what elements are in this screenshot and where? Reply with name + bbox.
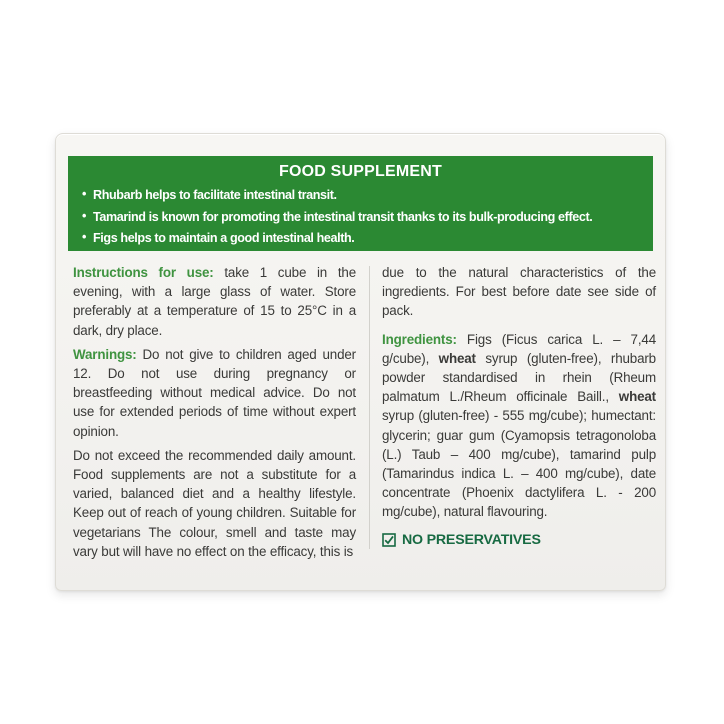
label-content: [56, 251, 665, 561]
section-heading: Warnings:: [73, 346, 137, 362]
package-back-panel: [55, 133, 666, 591]
section-heading: Instructions for use:: [73, 265, 214, 280]
text-segment: wheat: [438, 350, 476, 366]
banner-title: FOOD SUPPLEMENT: [278, 163, 442, 180]
banner-bullet: • Tamarind is known for promoting the intestinal transit thanks to its bulk-producing effect.: [82, 207, 643, 229]
no-preservatives-claim: [382, 532, 656, 548]
left-column-paragraphs: [73, 263, 356, 561]
banner-bullet: • Rhubarb helps to facilitate intestinal transit.: [82, 185, 643, 207]
no-preservatives-label: NO PRESERVATIVES: [402, 531, 541, 548]
text-segment: syrup (gluten-free), rhubarb powder standardised in rhein (Rheum palmatum L./Rheum officinale Baill.,: [382, 350, 656, 405]
text-segment: take 1 cube in the evening, with a large glass of water. Store preferably at a temperature of 15 to 25°C in a dark, dry place.: [73, 265, 356, 338]
paragraph: [73, 345, 356, 441]
right-column: [382, 263, 656, 561]
food-supplement-banner: [68, 156, 653, 251]
section-heading: Ingredients:: [382, 331, 457, 347]
text-segment: Do not exceed the recommended daily amount. Food supplements are not a substitute for a varied, balanced diet and a healthy lifestyle. Keep out of reach of young children. Suitable for vegetarians The colour, smell and taste may vary but will have no effect on the efficacy, this is: [73, 447, 356, 559]
paragraph: [73, 263, 356, 340]
banner-bullet: • Figs helps to maintain a good intestinal health.: [82, 228, 643, 250]
text-segment: Figs (Ficus carica L. – 7,44 g/cube),: [382, 331, 656, 366]
text-segment: Do not give to children aged under 12. Do not use during pregnancy or breastfeeding without medical advice. Do not use for extended periods of time without expert opinion.: [73, 346, 356, 439]
paragraph: [73, 446, 356, 561]
text-segment: due to the natural characteristics of the ingredients. For best before date see side of pack.: [382, 265, 656, 319]
text-segment: syrup (gluten-free) - 555 mg/cube); humectant: glycerin; guar gum (Cyamopsis tetragonoloba (L.) Taub – 400 mg/cube), tamarind pulp (Tamarindus indica L. – 400 mg/cube), date concentrate (Phoenix dactylifera L. - 200 mg/cube), natural flavouring.: [382, 408, 656, 520]
paragraph: [382, 330, 656, 522]
right-column-paragraphs: [382, 263, 656, 522]
text-segment: wheat: [618, 389, 656, 405]
column-divider: [369, 266, 370, 549]
checked-checkbox-icon: [382, 533, 396, 547]
paragraph: [382, 263, 656, 321]
banner-bullet-list: [78, 185, 643, 250]
